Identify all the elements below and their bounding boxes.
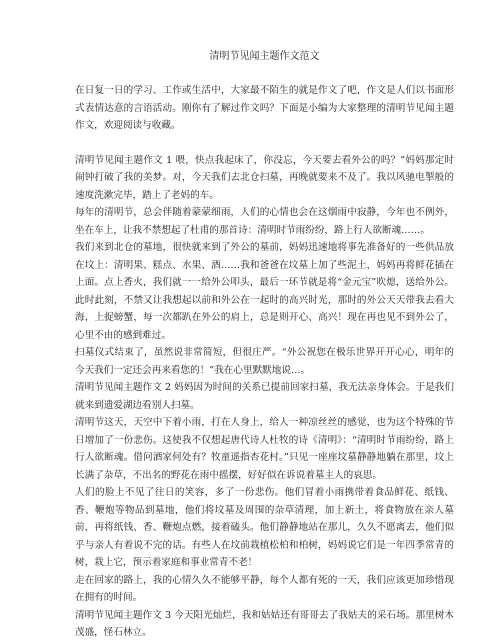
- paragraph: 我们来到北仓的墓地，很快就来到了外公的墓前，妈妈迅速地将事先准备好的一些供品放在坟上：清明果、糕点、水果、酒……我和爸爸在坟墓上加了些泥土，妈妈再将鲜花插在上面。点上香火，我们就一一给外公叩头，最后一环节就是将“金元宝”吹熄，送给外公。此时此刻，不禁又让我想起以前和外公在一起时的高兴时光，那时的外公天天带我去看大海，上捉螃蟹，每一次都趴在外公的肩上，总是则开心、高兴！现在再也见不到外公了，心里不由的感到难过。: [75, 242, 454, 341]
- document-body: [75, 82, 454, 642]
- paragraph: 人们的脸上不见了往日的笑容，多了一份悲伤。他们冒着小雨携带着食品鲜花、纸钱、香、鞭炮等物品到墓地，他们将坟墓及周围的杂草清理，加上新土，将食物放在亲人墓前，再将纸钱、香、鞭炮点燃，接着磕头。他们静静地站在那儿，久久不愿离去，他们似乎与亲人有着说不完的话。有些人在坟前栽植松柏和柏树，妈妈说它们是一年四季常青的树，栽上它，预示着家庭和事业常青不老！: [75, 487, 454, 568]
- paragraph: 扫墓仪式结束了，虽然说非常简短，但很庄严。“外公祝您在极乐世界开开心心，明年的今天我们一定还会再来看您的！”我在心里默默地说…。: [75, 347, 454, 376]
- paragraph: 清明节见闻主题作文 3 今天阳光灿烂，我和姑姑还有哥哥去了我姑夫的采石场。那里树木茂盛，怪石林立。: [75, 609, 454, 638]
- paragraph: 清明节这天，天空中下着小雨，打在人身上，给人一种凉丝丝的感觉，也为这个特殊的节日增加了一份悲伤。这使我不仅想起唐代诗人杜牧的诗《清明》：“清明时节雨纷纷，路上行人欲断魂。借问酒家何处有？牧童遥指杏花村。”只见一座座坟墓静静地躺在那里，坟上长满了杂草，不出名的野花在雨中摇摆，好好似在诉说着墓主人的哀思。: [75, 417, 454, 481]
- paragraph: 每年的清明节，总会伴随着蒙蒙细雨，人们的心情也会在这烟雨中寂静，今年也不例外，坐在车上，让我不禁想起了杜甫的那首诗：清明时节雨纷纷，路上行人欲断魂……。: [75, 207, 454, 236]
- document-title: 清明节见闻主题作文范文: [209, 51, 320, 62]
- paragraph: 清明节见闻主题作文 1 喂，快点我起床了，你没忘，今天要去看外公的吗？”妈妈那定时闹钟打破了我的美梦。对，今天我们去北仓扫墓，再晚就要来不及了。我以风驰电掣般的速度洗漱完毕，踏上了老妈的车。: [75, 154, 454, 201]
- paragraph-intro: 在日复一日的学习、工作或生活中，大家最不陌生的就是作文了吧，作文是人们以书面形式表情达意的言语活动。刚你有了解过作文吗？下面是小编为大家整理的清明节见闻主题作文，欢迎阅读与收藏。: [75, 85, 454, 131]
- paragraph: 走在回家的路上，我的心情久久不能够平静，每个人都有死的一天，我们应该更加珍惜现在拥有的时间。: [75, 574, 454, 603]
- paragraph: 清明节见闻主题作文 2 妈妈因为时间的关系已提前回家扫墓，我无法亲身体会。于是我们就来到遗爱湖边看别人扫墓。: [75, 382, 454, 411]
